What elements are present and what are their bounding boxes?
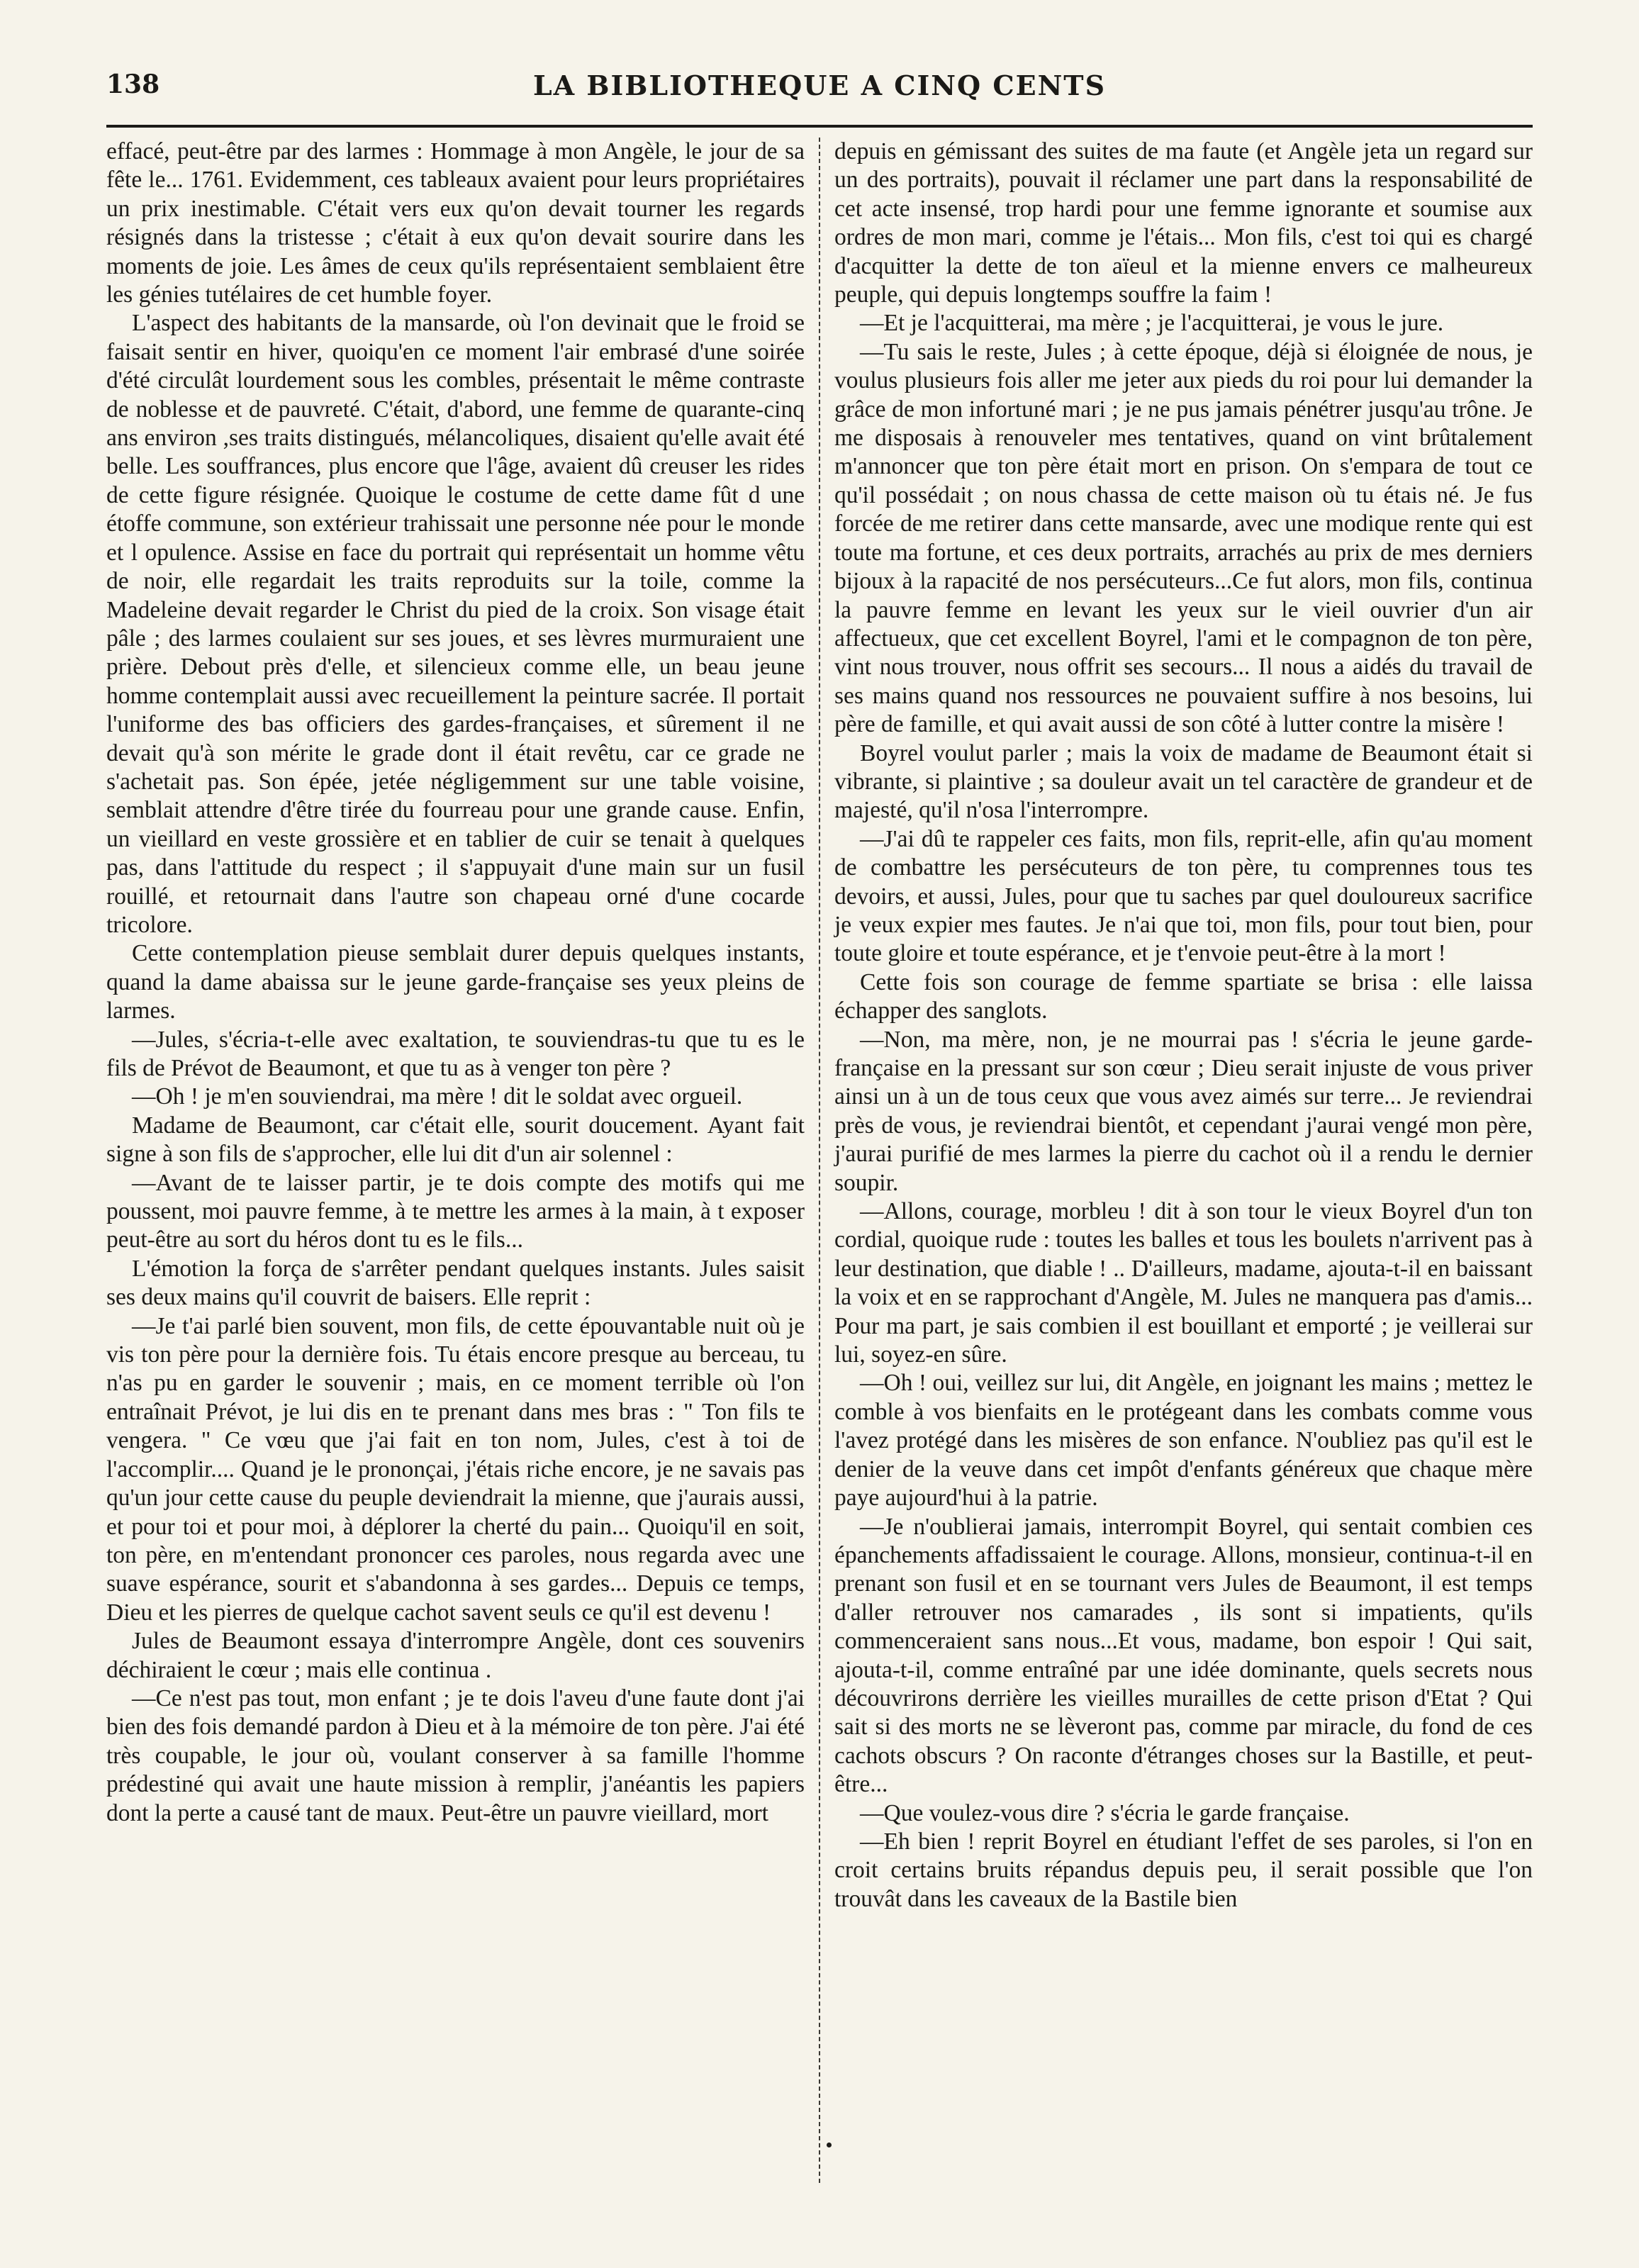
page-header — [106, 69, 1533, 112]
printer-dot — [827, 2143, 832, 2147]
paragraph: Boyrel voulut parler ; mais la voix de madame de Beaumont était si vibrante, si plaintive ; sa douleur avait un tel caractère de grandeur et de majesté, qu'il n'osa l'interrompre. — [834, 739, 1533, 824]
paragraph: —Oh ! je m'en souviendrai, ma mère ! dit le soldat avec orgueil. — [132, 1083, 743, 1110]
paragraph: —Je n'oublierai jamais, interrompit Boyrel, qui sentait combien ces épanchements affadissaient le courage. Allons, monsieur, continua-t-il en prenant son fusil et en se tournant vers Jules de Beaumont, il est temps d'aller retrouver nos camarades , ils sont si impatients, qu'ils commenceraient sans nous...Et vous, madame, bon espoir ! Qui sait, ajouta-t-il, comme entraîné par une idée dominante, quels secrets nous découvrirons derrière les vieilles murailles de cette prison d'Etat ? Qui sait si des morts ne se lèveront pas, comme par miracle, du fond de ces cachots obscurs ? On raconte d'étranges choses sur la Bastille, et peut-être... — [834, 1513, 1533, 1798]
text-columns — [106, 138, 1533, 2183]
paragraph: —Non, ma mère, non, je ne mourrai pas ! s'écria le jeune garde-française en la pressant sur son cœur ; Dieu serait injuste de vous priver ainsi un à un de tous ceux que vous avez aimés sur terre... Je reviendrai près de vous, je reviendrai bientôt, et cependant j'aurai vengé mon père, j'aurai purifié de mes larmes la pierre du cachot où il a rendu le dernier soupir. — [834, 1026, 1533, 1196]
paragraph: —Eh bien ! reprit Boyrel en étudiant l'effet de ses paroles, si l'on en croit certains bruits répandus depuis peu, il serait possible que l'on trouvât dans les caveaux de la Bastile bien — [834, 1828, 1533, 1912]
paragraph: Madame de Beaumont, car c'était elle, sourit doucement. Ayant fait signe à son fils de s'approcher, elle lui dit d'un air solennel : — [106, 1112, 805, 1168]
paragraph: —Jules, s'écria-t-elle avec exaltation, te souviendras-tu que tu es le fils de Prévot de Beaumont, et que tu as à venger ton père ? — [106, 1026, 805, 1081]
paragraph: Cette contemplation pieuse semblait durer depuis quelques instants, quand la dame abaissa sur le jeune garde-française ses yeux pleins de larmes. — [106, 940, 805, 1024]
paragraph: —Que voulez-vous dire ? s'écria le garde française. — [860, 1799, 1350, 1826]
paragraph: depuis en gémissant des suites de ma faute (et Angèle jeta un regard sur un des portraits), pouvait il réclamer une part dans la responsabilité de cet acte insensé, trop hardi pour une femme ignorante et soumise aux ordres de mon mari, comme je l'étais... Mon fils, c'est toi qui es chargé d'acquitter la dette de ton aïeul et la mienne envers ce malheureux peuple, qui depuis longtemps souffre la faim ! — [834, 138, 1533, 308]
paragraph: L'aspect des habitants de la mansarde, où l'on devinait que le froid se faisait sentir en hiver, quoiqu'en ce moment l'air embrasé d'une soirée d'été circulât lourdement sous les combles, présentait le même contraste de noblesse et de pauvreté. C'était, d'abord, une femme de quarante-cinq ans environ ,ses traits distingués, mélancoliques, disaient qu'elle avait été belle. Les souffrances, plus encore que l'âge, avaient dû creuser les rides de cette figure résignée. Quoique le costume de cette dame fût d une étoffe commune, son extérieur trahissait une personne née pour le monde et l opulence. Assise en face du portrait qui représentait un homme vêtu de noir, elle regardait les traits reproduits sur la toile, comme la Madeleine devait regarder le Christ du pied de la croix. Son visage était pâle ; des larmes coulaient sur ses joues, et ses lèvres murmuraient une prière. Debout près d'elle, et silencieux comme elle, un beau jeune homme contemplait aussi avec recueillement la peinture sacrée. Il portait l'uniforme des bas officiers des gardes-françaises, et sûrement il ne devait qu'à son mérite le grade dont il était revêtu, car ce grade ne s'achetait pas. Son épée, jetée négligemment sur une table voisine, semblait attendre d'être tirée du fourreau pour une grande cause. Enfin, un vieillard en veste grossière et en tablier de cuir se tenait à quelques pas, dans l'attitude du respect ; il s'appuyait d'une main sur un fusil rouillé, et retournait dans l'autre son chapeau orné d'une cocarde tricolore. — [106, 310, 805, 938]
paragraph: —J'ai dû te rappeler ces faits, mon fils, reprit-elle, afin qu'au moment de combattre les persécuteurs de ton père, tu comprennes tous tes devoirs, et aussi, Jules, pour que tu saches par quel douloureux sacrifice je veux expier mes fautes. Je n'ai que toi, mon fils, pour tout bien, pour toute gloire et toute espérance, et je t'envoie peut-être à la mort ! — [834, 825, 1533, 967]
paragraph: effacé, peut-être par des larmes : Hommage à mon Angèle, le jour de sa fête le... 1761. Evidemment, ces tableaux avaient pour leurs propriétaires un prix inestimable. C'était vers eux qu'on devait tourner les regards résignés dans la tristesse ; c'était à eux qu'on devait sourire dans les moments de joie. Les âmes de ceux qu'ils représentaient semblaient être les génies tutélaires de cet humble foyer. — [106, 138, 805, 308]
running-title: LA BIBLIOTHEQUE A CINQ CENTS — [532, 69, 1107, 101]
paragraph: —Et je l'acquitterai, ma mère ; je l'acquitterai, je vous le jure. — [860, 310, 1444, 337]
paragraph: Jules de Beaumont essaya d'interrompre Angèle, dont ces souvenirs déchiraient le cœur ; mais elle continua . — [106, 1628, 805, 1683]
paragraph: Cette fois son courage de femme spartiate se brisa : elle laissa échapper des sanglots. — [834, 968, 1533, 1024]
paragraph: —Avant de te laisser partir, je te dois compte des motifs qui me poussent, moi pauvre femme, à te mettre les armes à la main, à t exposer peut-être au sort du héros dont tu es le fils... — [106, 1169, 805, 1253]
column-divider — [819, 138, 820, 2183]
right-column — [823, 138, 1533, 2183]
left-column — [106, 138, 816, 2183]
paragraph: —Je t'ai parlé bien souvent, mon fils, de cette épouvantable nuit où je vis ton père pour la dernière fois. Tu étais encore presque au berceau, tu n'as pu en garder le souvenir ; mais, en ce moment terrible où l'on entraînait Prévot, je lui dis en te prenant dans mes bras : " Ton fils te vengera. " Ce vœu que j'ai fait en ton nom, Jules, c'est à toi de l'accomplir.... Quand je le prononçai, j'étais riche encore, je ne savais pas qu'un jour cette cause du peuple deviendrait la mienne, que j'aurais aussi, et pour toi et pour moi, à déplorer la cherté du pain... Quoiqu'il en soit, ton père, en m'entendant prononcer ces paroles, nous regarda avec une suave espérance, sourit et s'abandonna à ses gardes... Depuis ce temps, Dieu et les pierres de quelque cachot savent seuls ce qu'il est devenu ! — [106, 1312, 805, 1626]
paragraph: —Allons, courage, morbleu ! dit à son tour le vieux Boyrel d'un ton cordial, quoique rude : toutes les balles et tous les boulets n'arrivent pas à leur destination, que diable ! .. D'ailleurs, madame, ajouta-t-il en baissant la voix et en se rapprochant d'Angèle, M. Jules ne manquera pas d'amis... Pour ma part, je sais combien il est bouillant et emporté ; je veillerai sur lui, soyez-en sûre. — [834, 1198, 1533, 1368]
paragraph: —Oh ! oui, veillez sur lui, dit Angèle, en joignant les mains ; mettez le comble à vos bienfaits en le protégeant dans les combats comme vous l'avez protégé dans les misères de son enfance. N'oubliez pas qu'il est le denier de la veuve dans cet impôt d'enfants généreux que chaque mère paye aujourd'hui à la patrie. — [834, 1370, 1533, 1512]
paragraph: L'émotion la força de s'arrêter pendant quelques instants. Jules saisit ses deux mains qu'il couvrit de baisers. Elle reprit : — [106, 1255, 805, 1311]
paragraph: —Ce n'est pas tout, mon enfant ; je te dois l'aveu d'une faute dont j'ai bien des fois demandé pardon à Dieu et à la mémoire de ton père. J'ai été très coupable, le jour où, voulant conserver à sa famille l'homme prédestiné qui avait une haute mission à remplir, j'anéantis les papiers dont la perte a causé tant de maux. Peut-être un pauvre vieillard, mort — [106, 1685, 805, 1826]
page-number: 138 — [106, 69, 160, 99]
paragraph: —Tu sais le reste, Jules ; à cette époque, déjà si éloignée de nous, je voulus plusieurs fois aller me jeter aux pieds du roi pour lui demander la grâce de mon infortuné mari ; je ne pus jamais pénétrer jusqu'au trône. Je me disposais à renouveler mes tentatives, quand on vint brûtalement m'annoncer que ton père était mort en prison. On s'empara de tout ce qu'il possédait ; on nous chassa de cette maison où tu étais né. Je fus forcée de me retirer dans cette mansarde, avec une modique rente qui est toute ma fortune, et ces deux portraits, arrachés au prix de mes derniers bijoux à la rapacité de nos persécuteurs...Ce fut alors, mon fils, continua la pauvre femme en levant les yeux sur le vieil ouvrier d'un air affectueux, que cet excellent Boyrel, l'ami et le compagnon de ton père, vint nous trouver, nous offrit ses secours... Il nous a aidés du travail de ses mains quand nos ressources ne pouvaient suffire à nos besoins, lui père de famille, et qui avait aussi de son côté à lutter contre la misère ! — [834, 338, 1533, 738]
header-rule — [106, 125, 1533, 128]
